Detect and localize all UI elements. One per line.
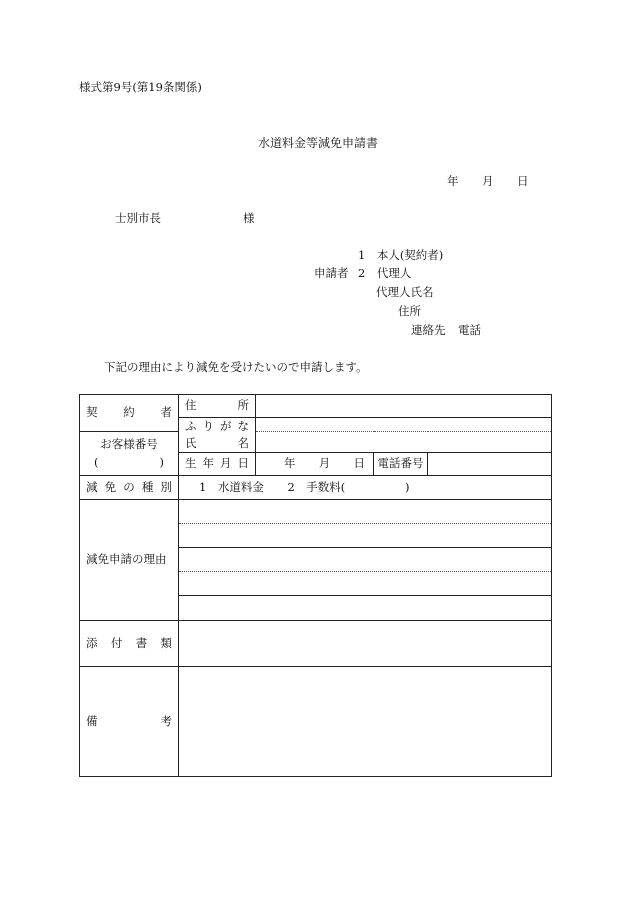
- address-char: 住: [185, 398, 197, 413]
- customer-number-label: お客様番号: [100, 437, 158, 451]
- phone-number-field[interactable]: [428, 453, 552, 476]
- birth-day: 日: [353, 456, 365, 471]
- intro-text: 下記の理由により減免を受けたいので申請します。: [104, 360, 368, 374]
- reason-field[interactable]: [179, 500, 552, 621]
- reduction-type-field[interactable]: [179, 476, 552, 500]
- attach-char: 書: [135, 635, 148, 650]
- document-title: 水道料金等減免申請書: [258, 136, 379, 150]
- attachments-field[interactable]: [179, 621, 552, 667]
- remarks-char: 考: [160, 713, 172, 728]
- agent-address-label: 住所: [398, 304, 421, 318]
- birth-month: 月: [318, 456, 331, 471]
- remarks-field[interactable]: [179, 667, 552, 777]
- attachments-label: [80, 621, 179, 667]
- address-char: 所: [237, 398, 249, 413]
- attach-char: 付: [110, 635, 123, 650]
- address-label: [179, 395, 256, 418]
- furigana-name-label: [179, 418, 256, 453]
- type-char: 減: [86, 479, 98, 494]
- furigana-char: な: [237, 419, 249, 433]
- agent-name-label: 代理人氏名: [376, 285, 434, 299]
- row-address: [80, 395, 552, 418]
- contractor-char: 契: [86, 405, 98, 420]
- customer-number-open-paren: (: [94, 454, 99, 469]
- date-year: 年: [447, 174, 459, 188]
- remarks-char: 備: [86, 713, 98, 728]
- type-option-fee[interactable]: 2 手数料(: [287, 479, 346, 494]
- row-reason: [80, 500, 552, 621]
- birth-date-field[interactable]: [256, 453, 374, 476]
- contractor-char: 約: [123, 405, 135, 420]
- name-field[interactable]: [256, 432, 552, 453]
- date-month: 月: [482, 174, 494, 188]
- recipient-honorific: 様: [243, 211, 255, 225]
- birth-label: [179, 453, 256, 476]
- recipient-name: 士別市長: [115, 211, 161, 225]
- type-option-water[interactable]: 1 水道料金: [199, 479, 264, 494]
- name-char: 氏: [185, 435, 197, 450]
- applicant-label: 申請者: [314, 266, 349, 280]
- birth-char: 年: [202, 456, 214, 471]
- attach-char: 添: [86, 635, 98, 650]
- address-field[interactable]: [256, 395, 552, 418]
- customer-number-cell: [80, 432, 179, 476]
- agent-contact-label: 連絡先: [411, 323, 446, 337]
- applicant-option-self: 1 本人(契約者): [358, 248, 444, 262]
- birth-char: 生: [185, 456, 197, 471]
- applicant-option-agent: 2 代理人: [358, 266, 412, 280]
- furigana-char: が: [220, 419, 232, 433]
- agent-phone-label: 電話: [458, 323, 481, 337]
- attach-char: 類: [160, 635, 172, 650]
- date-day: 日: [517, 174, 529, 188]
- birth-year: 年: [284, 456, 296, 471]
- remarks-label: [80, 667, 179, 777]
- reduction-type-label: [80, 476, 179, 500]
- contractor-char: 者: [160, 405, 172, 420]
- birth-char: 日: [237, 456, 249, 471]
- furigana-char: ふ: [185, 419, 197, 433]
- type-char: の: [123, 479, 135, 494]
- type-char: 免: [104, 479, 117, 494]
- type-char: 種: [141, 479, 154, 494]
- birth-char: 月: [220, 456, 232, 471]
- row-type: [80, 476, 552, 500]
- row-name: [80, 432, 552, 453]
- reason-label: 減免申請の理由: [80, 500, 179, 621]
- furigana-char: り: [202, 419, 214, 433]
- furigana-field[interactable]: [256, 418, 552, 432]
- type-char: 別: [160, 479, 172, 494]
- form-code: 様式第9号(第19条関係): [79, 80, 202, 94]
- contractor-label: [80, 395, 179, 432]
- type-option-fee-close: ): [404, 479, 410, 494]
- name-char: 名: [237, 435, 249, 450]
- row-attachments: [80, 621, 552, 667]
- row-remarks: [80, 667, 552, 777]
- customer-number-close-paren: ): [159, 454, 164, 469]
- application-table: [79, 394, 552, 777]
- phone-number-label: 電話番号: [374, 453, 428, 476]
